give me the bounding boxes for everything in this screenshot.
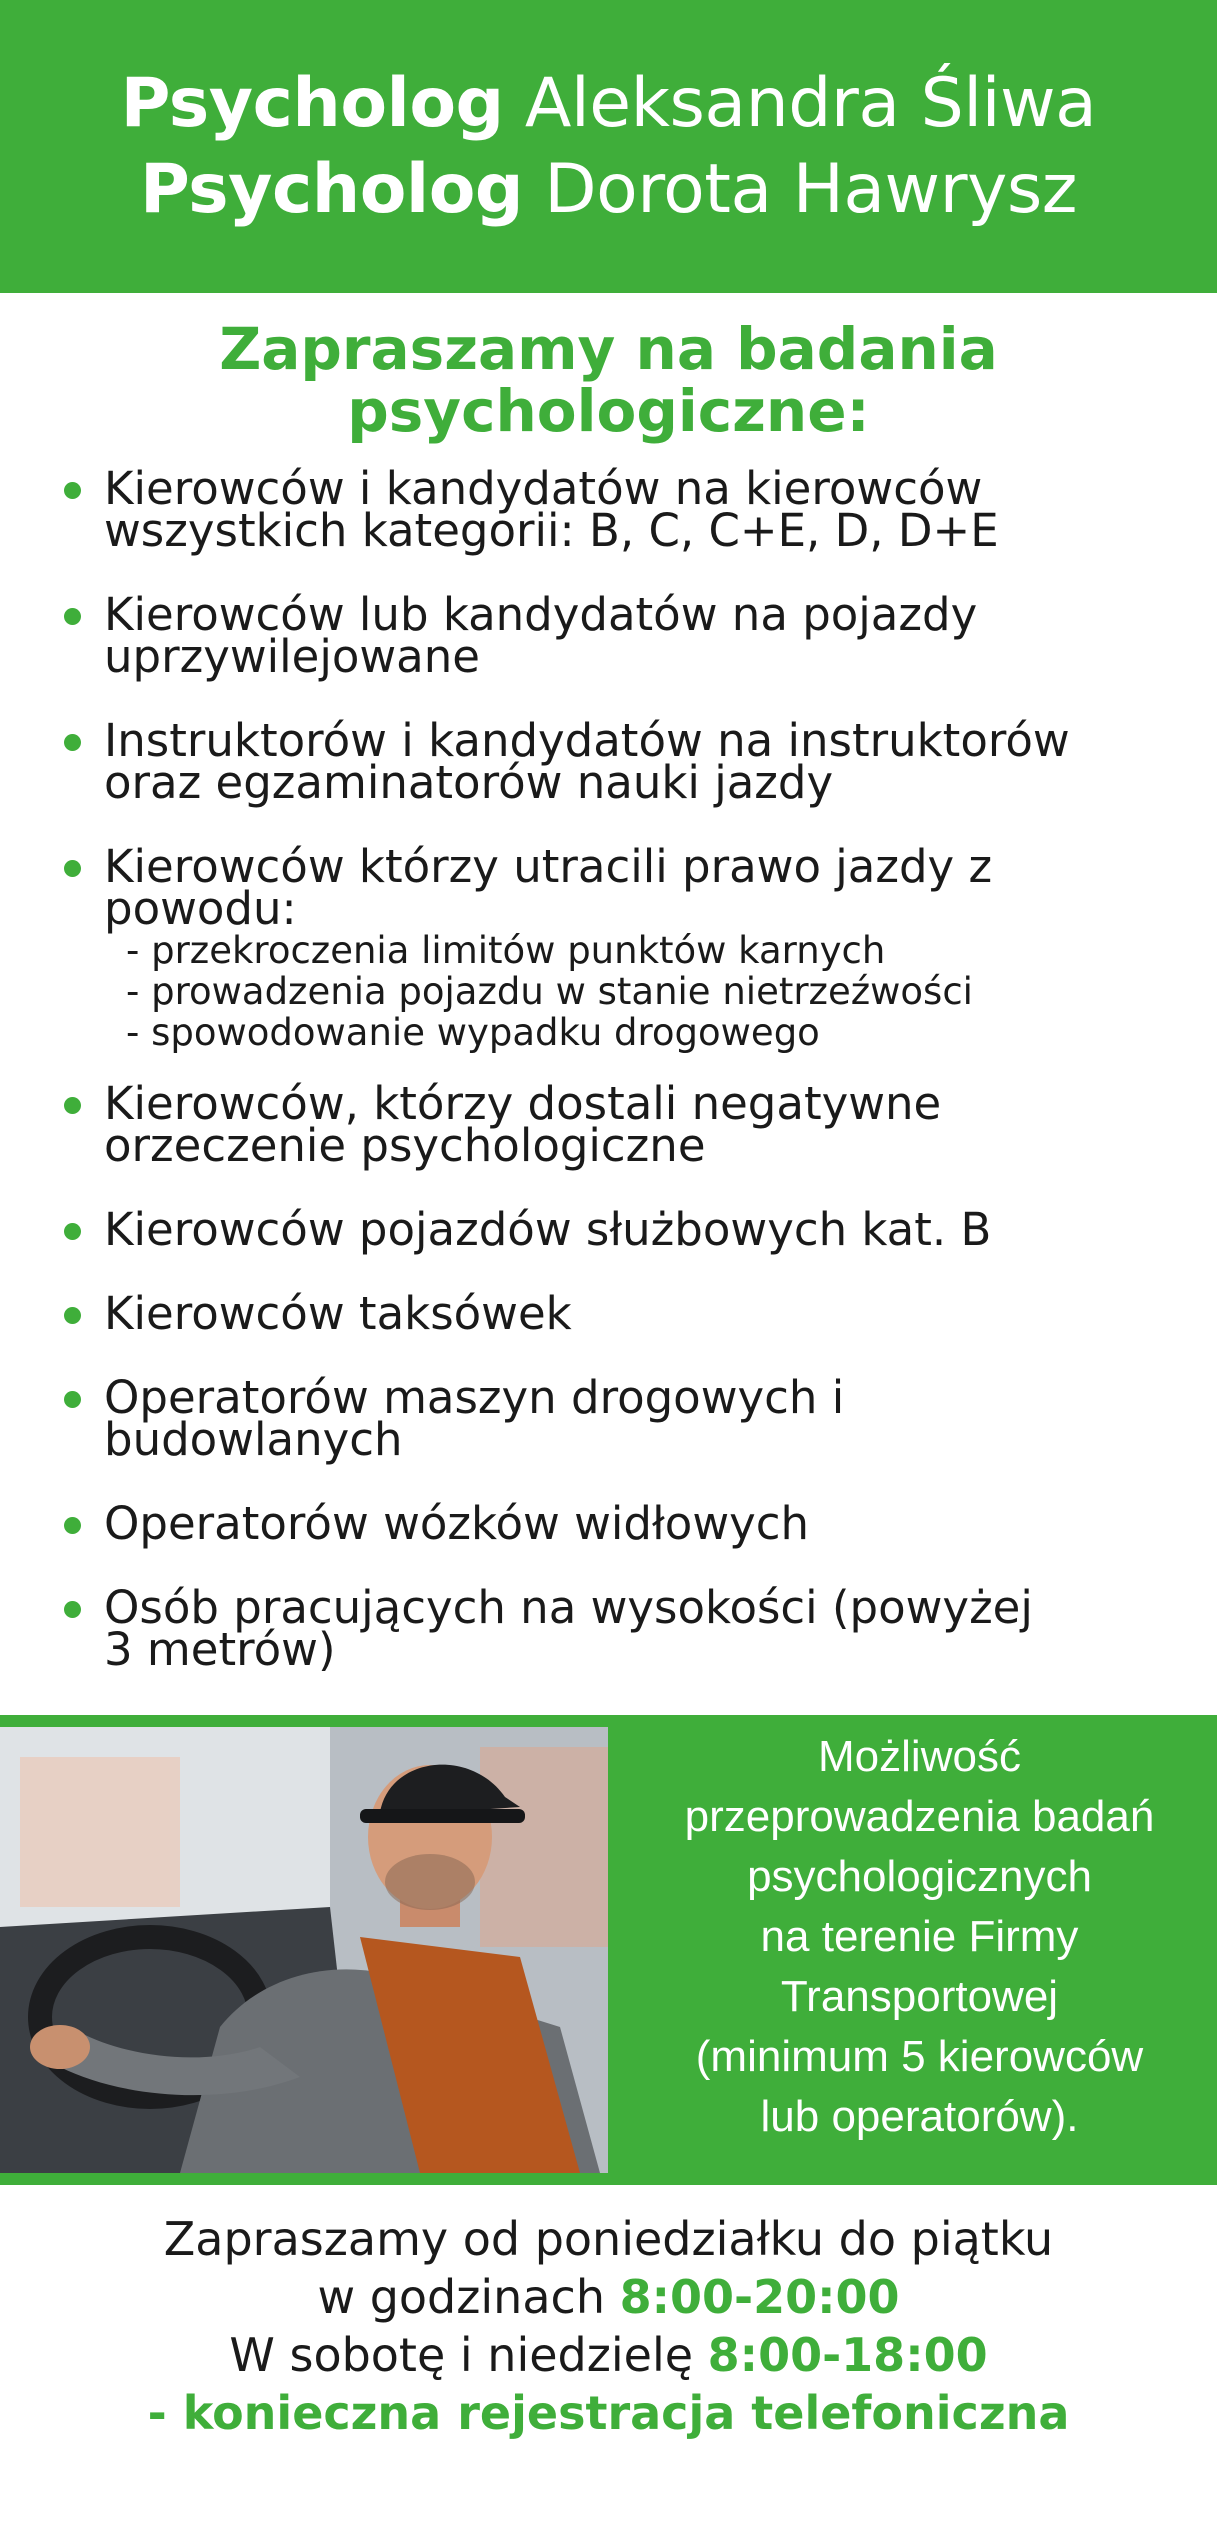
item-line: uprzywilejowane [104, 630, 480, 683]
driver-illustration [0, 1727, 608, 2173]
promo-line: lub operatorów). [760, 2092, 1079, 2141]
registration-note: - konieczna rejestracja telefoniczna [147, 2386, 1070, 2440]
item-line: budowlanych [104, 1413, 403, 1466]
bullet-dot-icon [64, 1517, 81, 1534]
sub-item: - prowadzenia pojazdu w stanie nietrzeźwości [126, 970, 973, 1013]
item-line: Kierowców lub kandydatów na pojazdy [104, 588, 978, 641]
sub-item: - przekroczenia limitów punktów karnych [126, 929, 886, 972]
list-item [0, 588, 1217, 683]
role-label: Psycholog [120, 63, 504, 143]
item-line: Operatorów wózków widłowych [104, 1497, 810, 1550]
intro-line-2: psychologiczne: [347, 377, 870, 445]
item-line: 3 metrów) [104, 1623, 336, 1676]
item-line: Kierowców i kandydatów na kierowców [104, 462, 983, 515]
bullet-dot-icon [64, 608, 81, 625]
intro-line-1: Zapraszamy na badania [219, 315, 998, 383]
psychologist-name: Dorota Hawrysz [544, 149, 1077, 229]
services-list [0, 462, 1217, 1713]
hours-line-1: Zapraszamy od poniedziałku do piątku [163, 2212, 1054, 2266]
bullet-dot-icon [64, 1601, 81, 1618]
promo-line: psychologicznych [747, 1852, 1092, 1901]
promo-line: (minimum 5 kierowców [695, 2032, 1144, 2081]
list-item [0, 1287, 1217, 1340]
bullet-dot-icon [64, 1307, 81, 1324]
item-line: powodu: [104, 882, 297, 935]
weekday-hours-line [0, 2268, 1217, 2326]
list-item [0, 1497, 1217, 1550]
driver-photo [0, 1727, 608, 2173]
weekend-prefix: W sobotę i niedzielę [229, 2328, 694, 2382]
item-line: Kierowców taksówek [104, 1287, 572, 1340]
promo-line: przeprowadzenia badań [684, 1792, 1155, 1841]
bullet-dot-icon [64, 482, 81, 499]
promo-line: Transportowej [780, 1972, 1059, 2021]
psychologist-1 [121, 61, 1097, 147]
bullet-dot-icon [64, 1223, 81, 1240]
bullet-dot-icon [64, 860, 81, 877]
list-item [0, 1203, 1217, 1256]
role-label: Psycholog [140, 149, 524, 229]
weekday-hours: 8:00-20:00 [619, 2270, 900, 2324]
weekend-hours: 8:00-18:00 [707, 2328, 988, 2382]
item-line: wszystkich kategorii: B, C, C+E, D, D+E [104, 504, 999, 557]
item-line: Instruktorów i kandydatów na instruktorów [104, 714, 1070, 767]
weekend-hours-line [0, 2326, 1217, 2384]
item-line: Operatorów maszyn drogowych i [104, 1371, 845, 1424]
bullet-dot-icon [64, 1391, 81, 1408]
psychologist-name: Aleksandra Śliwa [524, 63, 1097, 143]
item-line: oraz egzaminatorów nauki jazdy [104, 756, 834, 809]
list-item [0, 462, 1217, 557]
promo-text [622, 1727, 1217, 2147]
bullet-dot-icon [64, 1097, 81, 1114]
list-item [0, 1581, 1217, 1676]
item-line: orzeczenie psychologiczne [104, 1119, 706, 1172]
list-item [0, 1077, 1217, 1172]
list-item [0, 840, 1217, 1054]
intro-heading [0, 315, 1217, 445]
promo-line: na terenie Firmy [760, 1912, 1079, 1961]
item-line: Kierowców pojazdów służbowych kat. B [104, 1203, 992, 1256]
promo-line: Możliwość [818, 1732, 1021, 1781]
item-line: Osób pracujących na wysokości (powyżej [104, 1581, 1033, 1634]
sub-item: - spowodowanie wypadku drogowego [126, 1011, 820, 1054]
list-item [0, 1371, 1217, 1466]
bullet-dot-icon [64, 734, 81, 751]
header-banner [0, 0, 1217, 293]
psychologist-2 [140, 147, 1077, 233]
opening-hours [0, 2210, 1217, 2442]
item-line: Kierowców którzy utracili prawo jazdy z [104, 840, 993, 893]
list-item [0, 714, 1217, 809]
item-line: Kierowców, którzy dostali negatywne [104, 1077, 942, 1130]
weekday-prefix: w godzinach [317, 2270, 605, 2324]
promo-band [0, 1715, 1217, 2185]
